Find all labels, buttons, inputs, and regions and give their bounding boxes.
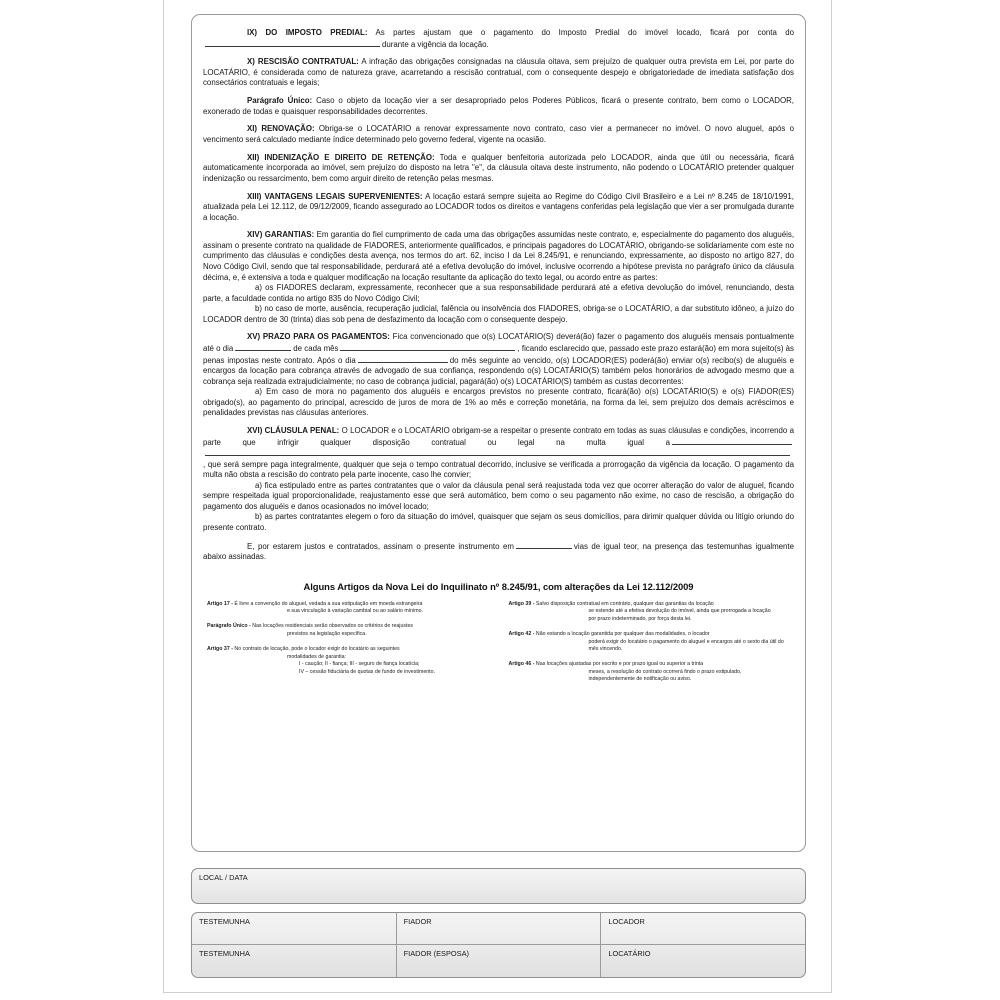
clause-xv-seg4: do mês seguinte ao vencido, o(s) LOCADOR(ES) poderá(ão) enviar o(s) recibo(s) de aluguéis e encargos da locação para cobrança através de advogado de sua confiança, respondendo o(s) LOCATÁRIO(S) também pelos honorários de advogado mesmo que a cobrança seja realizada extrajudicialmente; no caso de cobrança judicial, pagará(ão) o(s) LOCATÁRIO(S) também as custas decorrentes: <box>203 355 794 386</box>
blank-line-imposto-conta[interactable] <box>205 39 380 47</box>
law-articles-columns <box>203 601 794 692</box>
clause-xvi <box>203 426 794 481</box>
clause-ix-heading: IX) DO IMPOSTO PREDIAL: <box>247 28 368 37</box>
clause-xi-heading: XI) RENOVAÇÃO: <box>247 124 315 134</box>
law-article-17-line-1: É livre a convenção do aluguel, vedada a sua estipulação em moeda estrangeira <box>232 600 423 607</box>
law-article-37 <box>207 646 489 676</box>
law-article-39-label: Artigo 39 - <box>508 600 535 607</box>
contract-page-sheet <box>163 0 832 993</box>
clause-xv-seg1: Fica convencionado que o(s) LOCATÁRIO(S) deverá(ão) fazer o pagamento dos aluguéis mensais pontualmente até o dia <box>203 332 794 353</box>
signature-row-1 <box>192 913 805 945</box>
contract-body-card <box>191 14 806 852</box>
law-article-46-line-2: meses, a resolução do contrato ocorrerá findo o prazo estipulado, <box>588 668 742 675</box>
closing-statement <box>203 541 794 563</box>
clause-xv-seg3: , ficando esclarecido que, passado este prazo estará(ão) em mora sujeito(s) às penas impostas neste contrato. Após o dia <box>203 343 794 365</box>
clause-xv <box>203 332 794 387</box>
paragrafo-unico-text: Caso o objeto da locação vier a ser desapropriado pelos Poderes Públicos, ficará o presente contrato, bem como o LOCADOR, exonerado de todas e quaisquer responsabilidades decorrentes. <box>203 96 794 116</box>
closing-seg1: E, por estarem justos e contratados, assinam o presente instrumento em <box>247 541 514 551</box>
clause-x <box>203 57 794 89</box>
clause-xv-seg2: de cada mês <box>293 343 339 353</box>
clause-xv-heading: XV) PRAZO PARA OS PAGAMENTOS: <box>247 332 390 342</box>
law-article-37-line-2: modalidades de garantia: <box>287 653 346 660</box>
blank-line-dia-mora[interactable] <box>358 355 448 363</box>
blank-line-vias[interactable] <box>516 541 572 549</box>
signature-cell-fiador-esposa[interactable]: FIADOR (ESPOSA) <box>397 945 602 977</box>
clause-ix-text-after: durante a vigência da locação. <box>382 39 489 49</box>
clause-xii <box>203 153 794 185</box>
signature-cell-testemunha-2[interactable]: TESTEMUNHA <box>192 945 397 977</box>
clause-xii-heading: XII) INDENIZAÇÃO E DIREITO DE RETENÇÃO: <box>247 152 435 162</box>
signature-cell-testemunha-1[interactable]: TESTEMUNHA <box>192 913 397 944</box>
law-article-39-line-2: se estende até a efetiva devolução do imóvel, ainda que prorrogada a locação <box>588 608 771 615</box>
clause-x-heading: X) RESCISÃO CONTRATUAL: <box>247 57 359 67</box>
signature-cell-locador[interactable]: LOCADOR <box>608 917 645 926</box>
clause-x-text: A infração das obrigações consignadas na cláusula oitava, sem prejuízo de qualquer outra prevista em Lei, por parte do LOCATÁRIO, é considerada como de natureza grave, acarretando a rescisão contratual, com o consequente despejo e obrigatoriedade de imediata satisfação dos consectários contratuais e legais; <box>203 57 794 88</box>
clause-xi <box>203 124 794 145</box>
law-article-42-line-1: Não estando a locação garantida por qualquer das modalidades, o locador <box>534 630 710 637</box>
law-article-42-line-3: mês vincendo. <box>588 646 623 653</box>
signature-table <box>191 912 806 978</box>
law-article-37-line-1: No contrato de locação, pode o locador exigir do locatário as seguintes <box>232 645 400 652</box>
signature-cell-locatario[interactable]: LOCATÁRIO <box>608 949 651 958</box>
law-article-37-line-3: I - caução; II - fiança; III - seguro de fiança locatícia; <box>299 661 420 668</box>
clause-xiv-item-a: a) os FIADORES declaram, expressamente, reconhecer que a sua responsabilidade perdurará até a efetiva devolução do imóvel, renunciando, desta parte, a faculdade contida no artigo 835 do Novo Código Civil; <box>203 283 794 303</box>
clause-xiv-text: Em garantia do fiel cumprimento de cada uma das obrigações assumidas neste contrato, e, especialmente do pagamento dos aluguéis, assinam o presente contrato na qualidade de FIADORES, anteriormente qualificados, e principais pagadores do LOCATÁRIO, obrigando-se solidariamente com este no cumprimento das cláusulas e condições desta avença, nos termos do art. 62, inciso I da Lei 8.245/91, e renunciando, expressamente, ao disposto no artigo 827, do Novo Código Civil, sendo que tal responsabilidade, perdurará até a efetiva devolução do imóvel, inclusive ocorrendo a hipótese prevista no parágrafo único da cláusula décima, e, é extensiva a toda e qualquer modificação na locação resultante da aplicação do texto legal, ou acordo entre as partes: <box>203 230 795 282</box>
law-article-17-label: Artigo 17 - <box>207 600 233 607</box>
law-article-39-line-1: Salvo disposição contratual em contrário, qualquer das garantias da locação <box>534 600 714 607</box>
law-paragrafo-unico <box>207 623 489 638</box>
clause-xvi-seg2: , que será sempre paga integralmente, qualquer que seja o tempo contratual decorrido, inclusive se verificada a prorrogação da vigência da locação. O pagamento da multa não obsta a rescisão do contrato pela parte inocente, caso lhe convier; <box>203 459 794 480</box>
clause-xiii-heading: XIII) VANTAGENS LEGAIS SUPERVENIENTES: <box>247 191 423 201</box>
clause-xiii-text: A locação estará sempre sujeita ao Regime do Código Civil Brasileiro e a Lei nº 8.245 de 18/10/1991, atualizada pela Lei 12.112, de 09/12/2009, ficando assegurado ao LOCADOR todos os direitos e vantagens conferidas pela legislação que vier a ser promulgada durante a locação. <box>203 191 794 222</box>
law-article-46-line-1: Nas locações ajustadas por escrito e por prazo igual ou superior a trinta <box>534 661 704 668</box>
clause-xvi-seg1: O LOCADOR e o LOCATÁRIO obrigam-se a respeitar o presente contrato em todas as suas cláusulas e condições, incorrendo a parte que infrigir qualquer disposição contratual ou legal na multa igual a <box>203 426 794 447</box>
law-paragrafo-unico-line-1: Nas locações residenciais serão observados os critérios de reajustes <box>250 623 414 630</box>
clause-x-paragrafo-unico <box>203 96 794 117</box>
law-article-46 <box>509 661 791 684</box>
law-article-17-line-2: e sua vinculação à variação cambial ou ao salário mínimo. <box>287 608 423 615</box>
law-article-37-label: Artigo 37 - <box>207 645 233 652</box>
law-section-title: Alguns Artigos da Nova Lei do Inquilinato nº 8.245/91, com alterações da Lei 12.112/2009 <box>303 580 694 592</box>
law-article-46-line-3: independentemente de notificação ou aviso. <box>588 676 692 683</box>
closing-seg2: vias de igual teor, na presença das testemunhas igualmente abaixo assinadas. <box>203 541 794 562</box>
clause-xii-text: Toda e qualquer benfeitoria autorizada pelo LOCADOR, ainda que útil ou necessária, ficará automaticamente incorporada ao imóvel, sem prejuízo do disposto na letra "e", da cláusula oitava deste instrumento, não podendo o LOCATÁRIO pretender qualquer indenização ou ressarcimento, bem como arguir direito de retenção pelas mesmas. <box>203 152 794 183</box>
law-article-42-line-2: poderá exigir do locatário o pagamento do aluguel e encargos até o sexto dia útil do <box>588 638 784 645</box>
law-article-39 <box>509 601 791 624</box>
law-column-right <box>509 601 791 692</box>
clause-xiv <box>203 230 794 283</box>
blank-line-mes-detalhe[interactable] <box>340 343 515 351</box>
law-article-42 <box>509 631 791 654</box>
signature-row-2 <box>192 945 805 977</box>
clause-xvi-heading: XVI) CLÁUSULA PENAL: <box>247 426 340 435</box>
clause-xi-text: Obriga-se o LOCATÁRIO a renovar expressamente novo contrato, caso vier a permanecer no imóvel. O novo aluguel, após o vencimento será calculado mediante índice determinado pelo governo federal, vigente na ocasião. <box>203 124 794 144</box>
clause-xvi-item-a: a) fica estipulado entre as partes contratantes que o valor da cláusula penal será reajustada toda vez que ocorrer alteração do valor de aluguel, ficando sempre respeitada igual proporcionalidade, reajustamento esse que será automático, bem como o seu pagamento não exime, no caso de rescisão, a obrigação do pagamento dos aluguéis e danos ocasionados no imóvel locado; <box>203 480 794 511</box>
clause-xvi-item-b: b) as partes contratantes elegem o foro da situação do imóvel, quaisquer que sejam os seus domicílios, para dirimir qualquer dúvida ou litígio oriundo do presente contrato. <box>203 512 794 532</box>
blank-line-multa-valor-1[interactable] <box>672 437 792 445</box>
signature-cell-fiador[interactable]: FIADOR <box>397 913 602 944</box>
clause-xiii <box>203 192 794 224</box>
clause-xv-item-a: a) Em caso de mora no pagamento dos aluguéis e encargos previstos no presente contrato, ficará(ão) o(s) LOCATÁRIO(S) e o(s) FIADOR(ES) obrigado(s), ao pagamento do principal, acrescido de juros de mora de 1% ao mês e correção monetária, na forma da lei, sem prejuízo dos demais acréscimos e penalidades previstas nas cláusulas anteriores. <box>203 387 794 418</box>
law-article-42-label: Artigo 42 - <box>508 630 535 637</box>
blank-line-dia-pagamento[interactable] <box>235 343 291 351</box>
clause-xiv-item-b: b) no caso de morte, ausência, recuperação judicial, falência ou insolvência dos FIADORES, obriga-se o LOCATÁRIO, a dar substituto idôneo, a juízo do LOCADOR dentro de 30 (trinta) dias sob pena de desfazimento da locação com o consequente despejo. <box>203 304 794 324</box>
law-paragrafo-unico-label: Parágrafo Único - <box>207 623 251 630</box>
law-column-left <box>207 601 489 692</box>
law-article-17 <box>207 601 489 616</box>
paragrafo-unico-heading: Parágrafo Único: <box>247 96 313 106</box>
law-paragrafo-unico-line-2: previstos na legislação específica. <box>287 630 367 637</box>
clause-xiv-heading: XIV) GARANTIAS: <box>247 230 315 240</box>
blank-line-multa-valor-2[interactable] <box>205 448 790 456</box>
law-article-46-label: Artigo 46 - <box>508 661 535 668</box>
local-data-field[interactable] <box>191 868 806 904</box>
clause-ix-text-before: As partes ajustam que o pagamento do Imposto Predial do imóvel locado, ficará por conta do <box>367 28 794 37</box>
law-article-39-line-3: por prazo indeterminado, por força desta lei. <box>588 615 692 622</box>
clause-ix <box>203 28 794 50</box>
law-article-37-line-4: IV – cessão fiduciária de quotas de fundo de investimento. <box>299 668 436 675</box>
local-data-label: LOCAL / DATA <box>199 873 248 882</box>
